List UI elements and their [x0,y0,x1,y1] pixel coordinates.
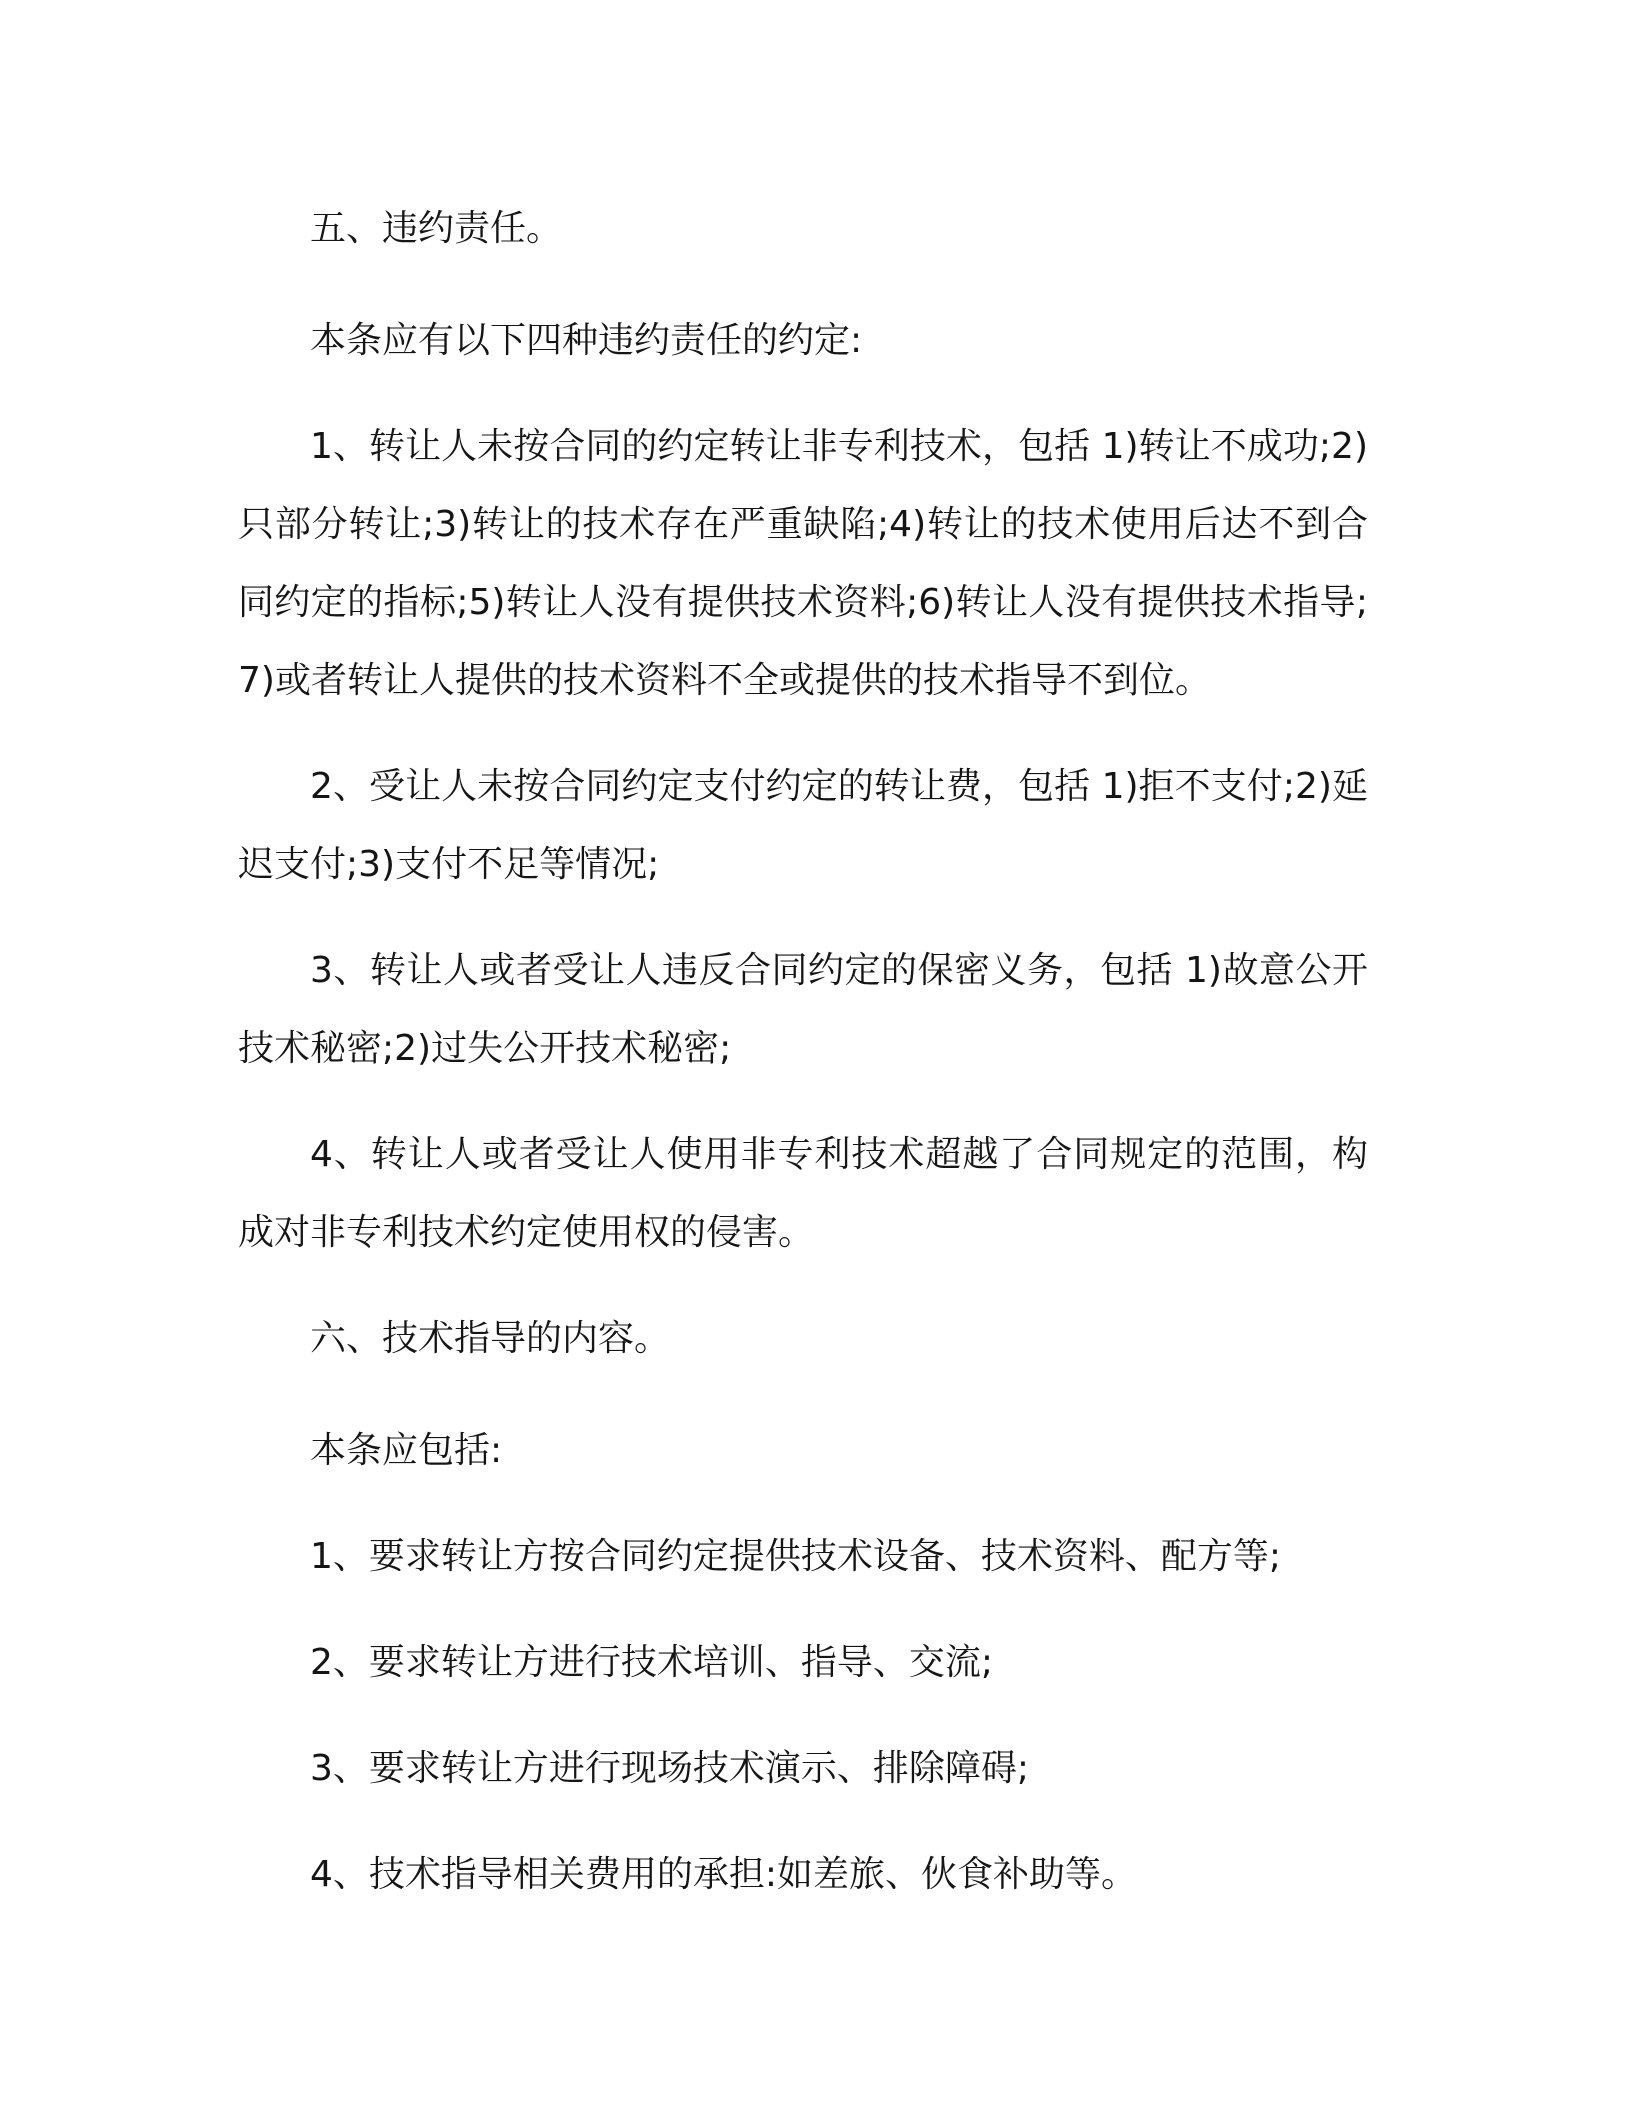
breach-item-2: 2、受让人未按合同约定支付约定的转让费，包括 1)拒不支付;2)延迟支付;3)支付不足等情况; [238,766,1368,885]
guidance-item-1: 1、要求转让方按合同约定提供技术设备、技术资料、配方等; [310,1536,1282,1577]
breach-item-4: 4、转让人或者受让人使用非专利技术超越了合同规定的范围，构成对非专利技术约定使用权的侵害。 [238,1134,1368,1253]
document-body [238,190,1368,1942]
breach-item-3: 3、转让人或者受让人违反合同约定的保密义务，包括 1)故意公开技术秘密;2)过失公开技术秘密; [238,950,1368,1069]
guidance-item-2: 2、要求转让方进行技术培训、指导、交流; [310,1642,994,1683]
guidance-item-4: 4、技术指导相关费用的承担:如差旅、伙食补助等。 [310,1854,1138,1895]
section-intro-breach-liability: 本条应有以下四种违约责任的约定: [310,320,863,361]
breach-item-1: 1、转让人未按合同的约定转让非专利技术，包括 1)转让不成功;2)只部分转让;3)转让的技术存在严重缺陷;4)转让的技术使用后达不到合同约定的指标;5)转让人没有提供技术资料;6)转让人没有提供技术指导;7)或者转让人提供的技术资料不全或提供的技术指导不到位。 [238,426,1368,701]
section-intro-technical-guidance: 本条应包括: [310,1430,503,1471]
section-heading-technical-guidance: 六、技术指导的内容。 [310,1318,671,1359]
guidance-item-3: 3、要求转让方进行现场技术演示、排除障碍; [310,1748,1030,1789]
section-heading-breach-liability: 五、违约责任。 [310,208,563,249]
